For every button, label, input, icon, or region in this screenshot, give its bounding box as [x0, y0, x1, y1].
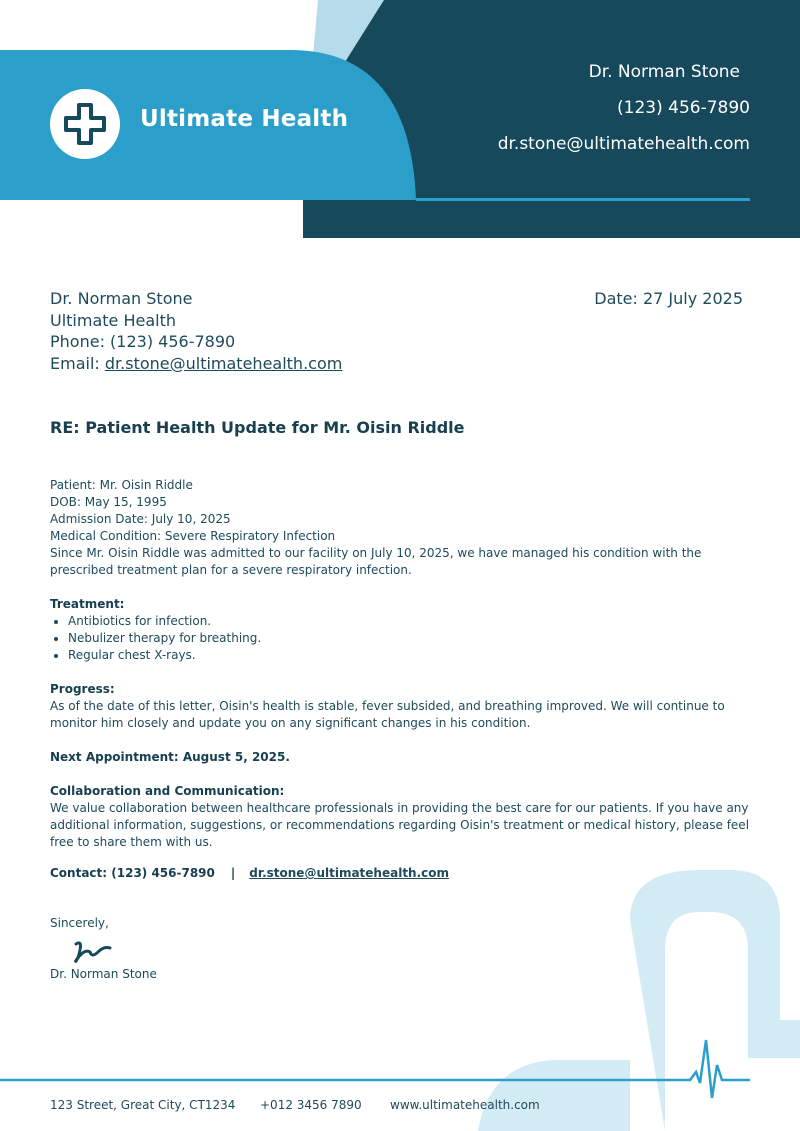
- contact-email-link[interactable]: dr.stone@ultimatehealth.com: [249, 866, 450, 880]
- medical-cross-icon: [62, 101, 108, 147]
- header-doctor-name: Dr. Norman Stone: [588, 62, 740, 82]
- letter-subject: RE: Patient Health Update for Mr. Oisin Riddle: [50, 418, 465, 437]
- footer: [50, 1098, 540, 1112]
- letter-body: [50, 477, 750, 882]
- patient-condition: Medical Condition: Severe Respiratory Infection: [50, 529, 336, 543]
- treatment-item: • Nebulizer therapy for breathing.: [68, 630, 750, 647]
- treatment-heading: Treatment:: [50, 597, 125, 611]
- header-phone: (123) 456-7890: [617, 98, 750, 118]
- footer-website[interactable]: www.ultimatehealth.com: [390, 1098, 540, 1112]
- header-email: dr.stone@ultimatehealth.com: [497, 134, 750, 154]
- progress-text: As of the date of this letter, Oisin's health is stable, fever subsided, and breathing improved. We will continue to monitor him closely and update you on any significant changes in his condition.: [50, 699, 725, 730]
- footer-address: 123 Street, Great City, CT1234: [50, 1098, 236, 1112]
- collaboration-heading: Collaboration and Communication:: [50, 784, 285, 798]
- sender-organization: Ultimate Health: [50, 310, 177, 330]
- patient-intro: Since Mr. Oisin Riddle was admitted to our facility on July 10, 2025, we have managed his condition with the prescribed treatment plan for a severe respiratory infection.: [50, 546, 702, 577]
- treatment-item: • Regular chest X-rays.: [68, 647, 750, 664]
- progress-heading: Progress:: [50, 682, 115, 696]
- sender-name: Dr. Norman Stone: [50, 289, 193, 308]
- header-accent-line: [416, 198, 750, 201]
- sender-block: [50, 288, 342, 374]
- contact-line: [50, 865, 750, 882]
- sender-email-row: [50, 353, 342, 375]
- header-contact: [498, 54, 750, 162]
- heartbeat-line: [0, 1040, 750, 1098]
- treatment-item: • Antibiotics for infection.: [68, 613, 750, 630]
- patient-name: Patient: Mr. Oisin Riddle: [50, 478, 193, 492]
- sender-email-label: Email:: [50, 353, 105, 373]
- signer-name: Dr. Norman Stone: [50, 967, 157, 981]
- sender-phone: Phone: (123) 456-7890: [50, 332, 236, 351]
- next-appointment: Next Appointment: August 5, 2025.: [50, 750, 290, 764]
- sender-email-link[interactable]: dr.stone@ultimatehealth.com: [104, 353, 343, 373]
- collaboration-text: We value collaboration between healthcare professionals in providing the best care for our patients. If you have any additional information, suggestions, or recommendations regarding Oisin's treatment or medical history, please feel free to share them with us.: [50, 801, 750, 849]
- patient-dob: DOB: May 15, 1995: [50, 495, 167, 509]
- footer-phone: +012 3456 7890: [260, 1098, 362, 1112]
- signature-mark: [70, 938, 114, 966]
- logo-badge: [50, 89, 120, 159]
- contact-phone: Contact: (123) 456-7890: [50, 866, 215, 880]
- letter-date: Date: 27 July 2025: [594, 289, 743, 308]
- patient-admission-date: Admission Date: July 10, 2025: [50, 512, 231, 526]
- closing-salutation: Sincerely,: [50, 916, 109, 930]
- footer-cross-shape: [478, 870, 800, 1131]
- contact-separator: |: [230, 866, 236, 880]
- brand-name: Ultimate Health: [140, 106, 349, 132]
- treatment-list: [50, 613, 750, 664]
